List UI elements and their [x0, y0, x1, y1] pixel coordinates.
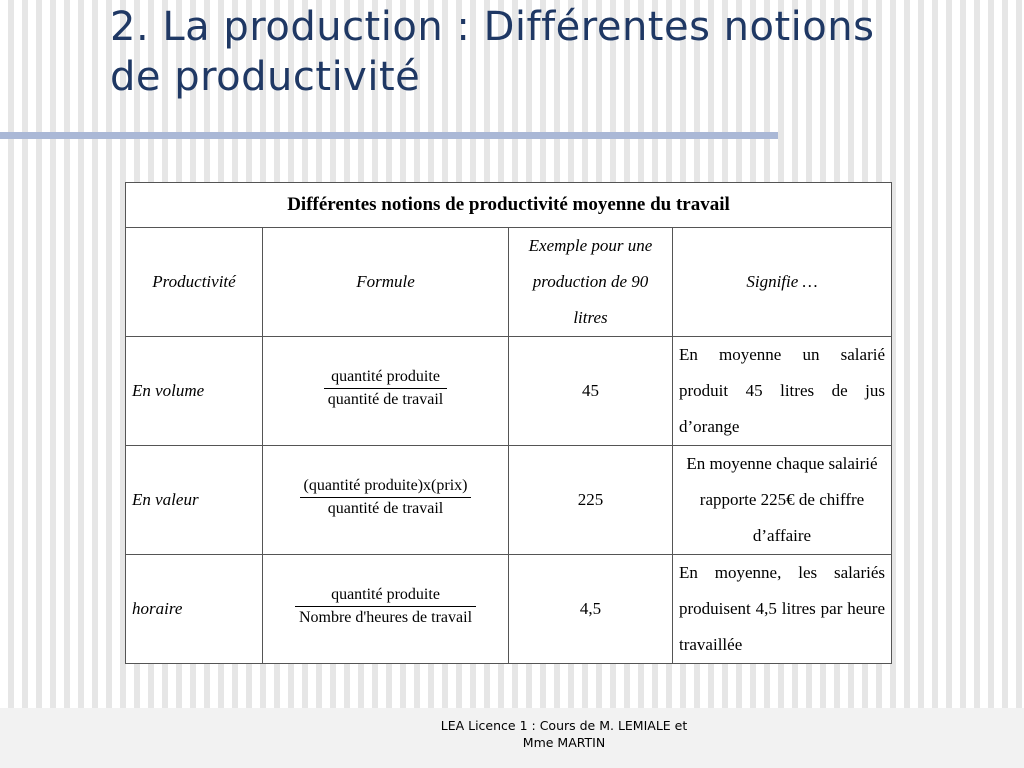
slide-title-line-2: de productivité [110, 54, 421, 100]
table-row [126, 555, 892, 664]
fraction-numerator: quantité produite [324, 366, 448, 389]
row-name: En valeur [126, 446, 263, 555]
row-name: horaire [126, 555, 263, 664]
meaning-text: En moyenne chaque salairié rapporte 225€ de chiffre d’affaire [673, 446, 892, 555]
table-caption: Différentes notions de productivité moyenne du travail [126, 183, 892, 228]
slide-title-line-1: 2. La production : Différentes notions [110, 4, 875, 50]
footer-line-1: LEA Licence 1 : Cours de M. LEMIALE et [440, 718, 688, 733]
meaning-text: En moyenne, les salariés produisent 4,5 litres par heure travaillée [673, 555, 892, 664]
slide-footer [400, 717, 728, 751]
title-underline [0, 132, 778, 139]
fraction [295, 584, 476, 629]
header-exemple: Exemple pour une production de 90 litres [509, 228, 673, 337]
example-value: 45 [509, 337, 673, 446]
formula-cell [263, 446, 509, 555]
formula-cell [263, 555, 509, 664]
meaning-text: En moyenne un salarié produit 45 litres de jus d’orange [673, 337, 892, 446]
fraction [324, 366, 448, 411]
slide-title [110, 2, 1010, 102]
fraction-denominator: Nombre d'heures de travail [298, 608, 473, 626]
footer-line-2: Mme MARTIN [522, 735, 606, 750]
fraction-numerator: (quantité produite)x(prix) [300, 475, 472, 498]
table-row [126, 337, 892, 446]
example-value: 225 [509, 446, 673, 555]
formula-cell [263, 337, 509, 446]
table-row [126, 446, 892, 555]
header-signifie: Signifie … [673, 228, 892, 337]
row-name: En volume [126, 337, 263, 446]
fraction-numerator: quantité produite [295, 584, 476, 607]
header-productivite: Productivité [126, 228, 263, 337]
header-formule: Formule [263, 228, 509, 337]
fraction [300, 475, 472, 520]
fraction-denominator: quantité de travail [327, 499, 444, 517]
fraction-denominator: quantité de travail [327, 390, 444, 408]
table-header-row [126, 228, 892, 337]
productivity-table [125, 182, 892, 664]
example-value: 4,5 [509, 555, 673, 664]
